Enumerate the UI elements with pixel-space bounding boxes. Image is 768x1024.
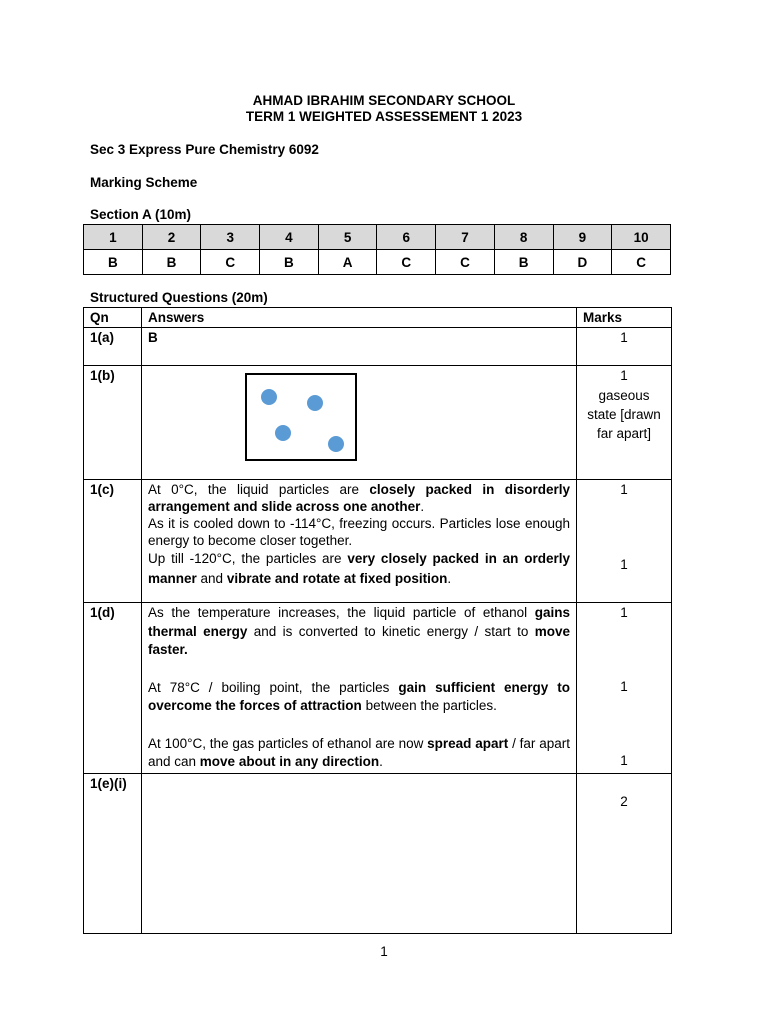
key-phrase: very closely packed in an orderly manner bbox=[148, 551, 570, 586]
mark-value: 1 bbox=[620, 679, 628, 694]
gas-particle bbox=[261, 389, 277, 405]
mcq-question-number: 10 bbox=[612, 225, 671, 250]
mcq-question-number: 4 bbox=[260, 225, 319, 250]
mark-cell bbox=[577, 773, 672, 933]
gas-particle bbox=[275, 425, 291, 441]
mark-value: 1 bbox=[620, 557, 628, 572]
key-phrase: move about in any direction bbox=[199, 754, 380, 769]
answer-cell bbox=[142, 603, 577, 774]
key-phrase: gains thermal energy bbox=[148, 605, 570, 639]
mcq-answer: C bbox=[612, 250, 671, 275]
mark-note: gaseous state [drawn far apart] bbox=[587, 388, 661, 441]
answer-paragraph bbox=[148, 481, 570, 515]
mcq-question-number: 2 bbox=[142, 225, 201, 250]
qn-header: Qn bbox=[84, 308, 142, 328]
mcq-answer: B bbox=[494, 250, 553, 275]
answer-text: . bbox=[447, 571, 452, 586]
key-phrase: move faster. bbox=[148, 623, 570, 657]
table-header-row bbox=[84, 308, 672, 328]
mark-value: 2 bbox=[620, 793, 628, 809]
answer-paragraph: As it is cooled down to -114°C, freezing occurs. Particles lose enough energy to become closer together. bbox=[148, 516, 570, 548]
answer-text: As the temperature increases, the liquid particle of ethanol bbox=[148, 605, 535, 620]
subject-title: Sec 3 Express Pure Chemistry 6092 bbox=[90, 142, 319, 157]
mcq-answer: C bbox=[377, 250, 436, 275]
assessment-title: TERM 1 WEIGHTED ASSESSEMENT 1 2023 bbox=[245, 109, 523, 124]
gas-particle bbox=[328, 436, 344, 452]
mark-value: 1 bbox=[620, 368, 628, 383]
answer-text: and is converted to kinetic energy / start to bbox=[247, 623, 535, 639]
answer-paragraph bbox=[148, 679, 570, 716]
mcq-answer: B bbox=[260, 250, 319, 275]
table-row-1a bbox=[84, 328, 672, 366]
answer-cell bbox=[142, 773, 577, 933]
answer-text: At 100°C, the gas particles of ethanol are now bbox=[148, 735, 428, 751]
table-row-1e-i bbox=[84, 773, 672, 933]
question-number: 1(e)(i) bbox=[84, 773, 142, 933]
answer-text: between the particles. bbox=[361, 698, 497, 713]
mcq-answer: C bbox=[436, 250, 495, 275]
mark-value: 1 bbox=[620, 482, 628, 497]
mcq-question-number: 7 bbox=[436, 225, 495, 250]
question-number: 1(b) bbox=[84, 366, 142, 480]
mark-value: 1 bbox=[577, 328, 672, 366]
answer-text: B bbox=[142, 328, 577, 366]
answer-text: . bbox=[420, 499, 425, 514]
answer-paragraph bbox=[148, 549, 570, 589]
key-phrase: vibrate and rotate at fixed position bbox=[226, 571, 448, 586]
key-phrase: closely packed in disorderly arrangement and slide across one another bbox=[148, 482, 570, 514]
key-phrase: spread apart bbox=[427, 735, 509, 751]
mark-value: 1 bbox=[620, 605, 628, 620]
table-row-1d bbox=[84, 603, 672, 774]
school-name: AHMAD IBRAHIM SECONDARY SCHOOL bbox=[252, 93, 516, 108]
mcq-answer: B bbox=[84, 250, 143, 275]
section-a-table bbox=[83, 224, 671, 275]
answer-text: At 78°C / boiling point, the particles bbox=[148, 679, 399, 695]
mcq-answer: D bbox=[553, 250, 612, 275]
mcq-question-number: 6 bbox=[377, 225, 436, 250]
marks-header: Marks bbox=[577, 308, 672, 328]
answer-cell bbox=[142, 480, 577, 603]
answer-text: At 0°C, the liquid particles are bbox=[148, 482, 370, 497]
answer-text: and bbox=[196, 571, 227, 586]
structured-questions-table bbox=[83, 307, 672, 934]
answer-text: / far apart and can bbox=[148, 735, 570, 769]
mcq-answer: B bbox=[142, 250, 201, 275]
answer-cell bbox=[142, 366, 577, 480]
table-row-1c bbox=[84, 480, 672, 603]
marking-scheme-title: Marking Scheme bbox=[90, 175, 198, 190]
mark-cell bbox=[577, 366, 672, 480]
page-number: 1 bbox=[380, 944, 388, 959]
mcq-answer: A bbox=[318, 250, 377, 275]
structured-questions-title: Structured Questions (20m) bbox=[90, 290, 268, 305]
answer-paragraph bbox=[148, 604, 570, 660]
mcq-answer-row bbox=[84, 250, 671, 275]
answer-text: . bbox=[379, 754, 383, 769]
answers-header: Answers bbox=[142, 308, 577, 328]
particle-diagram bbox=[245, 373, 357, 461]
table-row-1b bbox=[84, 366, 672, 480]
mcq-question-number: 9 bbox=[553, 225, 612, 250]
answer-text: Up till -120°C, the particles are bbox=[148, 551, 348, 566]
mcq-question-number: 1 bbox=[84, 225, 143, 250]
key-phrase: gain sufficient energy to overcome the forces of attraction bbox=[148, 679, 570, 713]
mcq-question-number: 8 bbox=[494, 225, 553, 250]
question-number: 1(a) bbox=[84, 328, 142, 366]
section-a-title: Section A (10m) bbox=[90, 207, 192, 222]
mcq-question-row bbox=[84, 225, 671, 250]
mcq-question-number: 5 bbox=[318, 225, 377, 250]
mcq-answer: C bbox=[201, 250, 260, 275]
question-number: 1(c) bbox=[84, 480, 142, 603]
mark-cell bbox=[577, 603, 672, 774]
mcq-question-number: 3 bbox=[201, 225, 260, 250]
answer-paragraph bbox=[148, 735, 570, 772]
gas-particle bbox=[307, 395, 323, 411]
mark-cell bbox=[577, 480, 672, 603]
question-number: 1(d) bbox=[84, 603, 142, 774]
mark-value: 1 bbox=[620, 753, 628, 768]
